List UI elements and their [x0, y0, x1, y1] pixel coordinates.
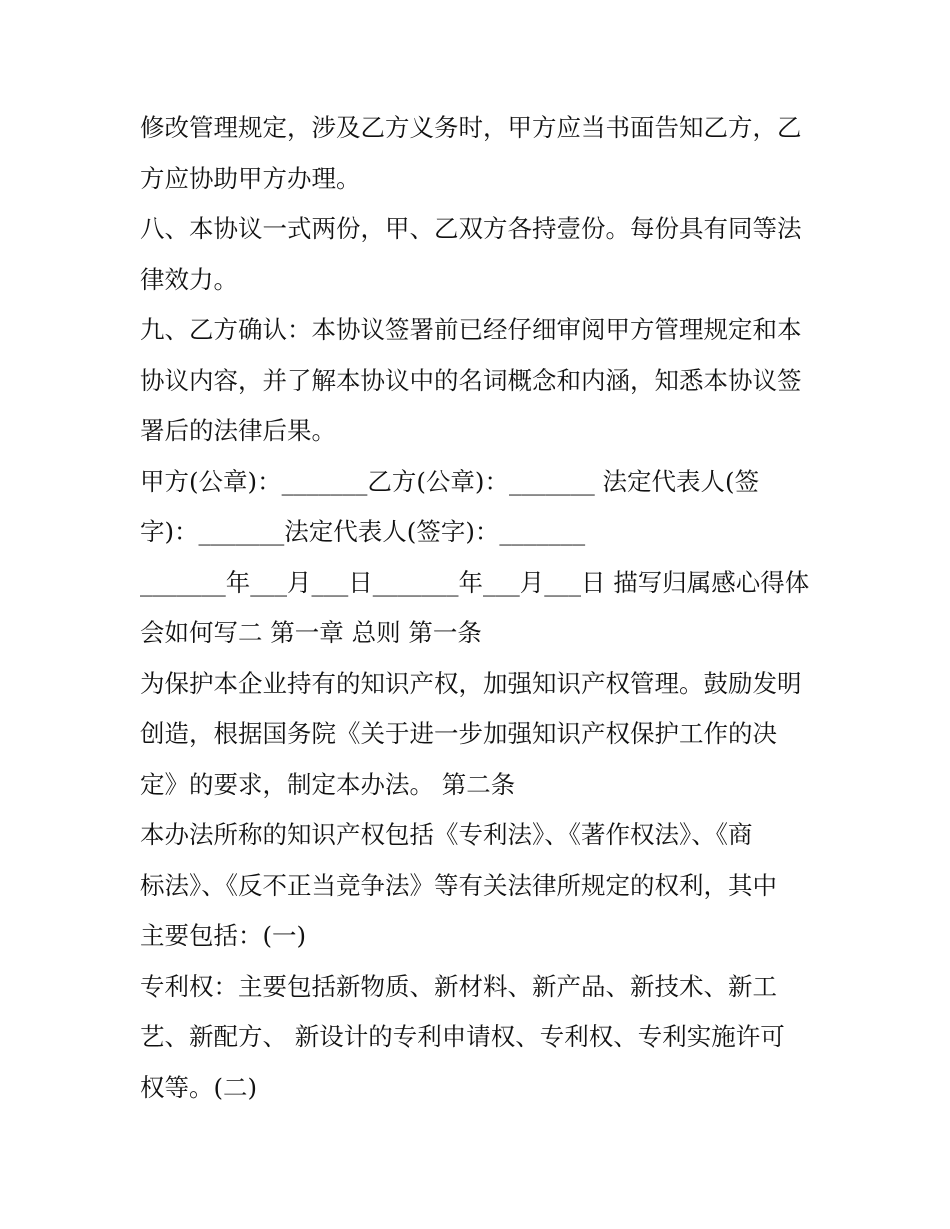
text-line: 创造，根据国务院《关于进一步加强知识产权保护工作的决 [140, 719, 777, 748]
text-line: 权等。(二) [140, 1072, 258, 1102]
text-line: 协议内容，并了解本协议中的名词概念和内涵，知悉本协议签 [140, 365, 802, 395]
text-line: 为保护本企业持有的知识产权，加强知识产权管理。鼓励发明 [140, 668, 802, 698]
text-line: 定》的要求，制定本办法。 第二条 [140, 769, 516, 799]
text-line: 主要包括：(一) [140, 921, 307, 950]
text-line: 标法》、《反不正当竞争法》等有关法律所规定的权利，其中 [140, 870, 777, 900]
text-line: 艺、新配方、 新设计的专利申请权、专利权、专利实施许可 [140, 1022, 785, 1051]
text-line: 会如何写二 第一章 总则 第一条 [140, 618, 482, 647]
text-line: 八、本协议一式两份，甲、乙双方各持壹份。每份具有同等法 [140, 214, 802, 243]
text-line: 本办法所称的知识产权包括《专利法》、《著作权法》、《商 [140, 820, 753, 849]
text-line: 专利权：主要包括新物质、新材料、新产品、新技术、新工 [140, 971, 777, 1001]
text-line: _______年___月___日_______年___月___日 描写归属感心得体 [140, 567, 810, 597]
text-line: 甲方(公章)：_______乙方(公章)：_______ 法定代表人(签 [140, 466, 760, 496]
document-body [140, 103, 820, 1113]
text-line: 字)：_______法定代表人(签字)：_______ [140, 517, 586, 546]
text-line: 律效力。 [140, 264, 238, 294]
text-line: 署后的法律后果。 [140, 416, 336, 445]
text-line: 方应协助甲方办理。 [140, 163, 361, 193]
text-line: 修改管理规定，涉及乙方义务时，甲方应当书面告知乙方，乙 [140, 113, 802, 142]
text-line: 九、乙方确认：本协议签署前已经仔细审阅甲方管理规定和本 [140, 315, 802, 344]
